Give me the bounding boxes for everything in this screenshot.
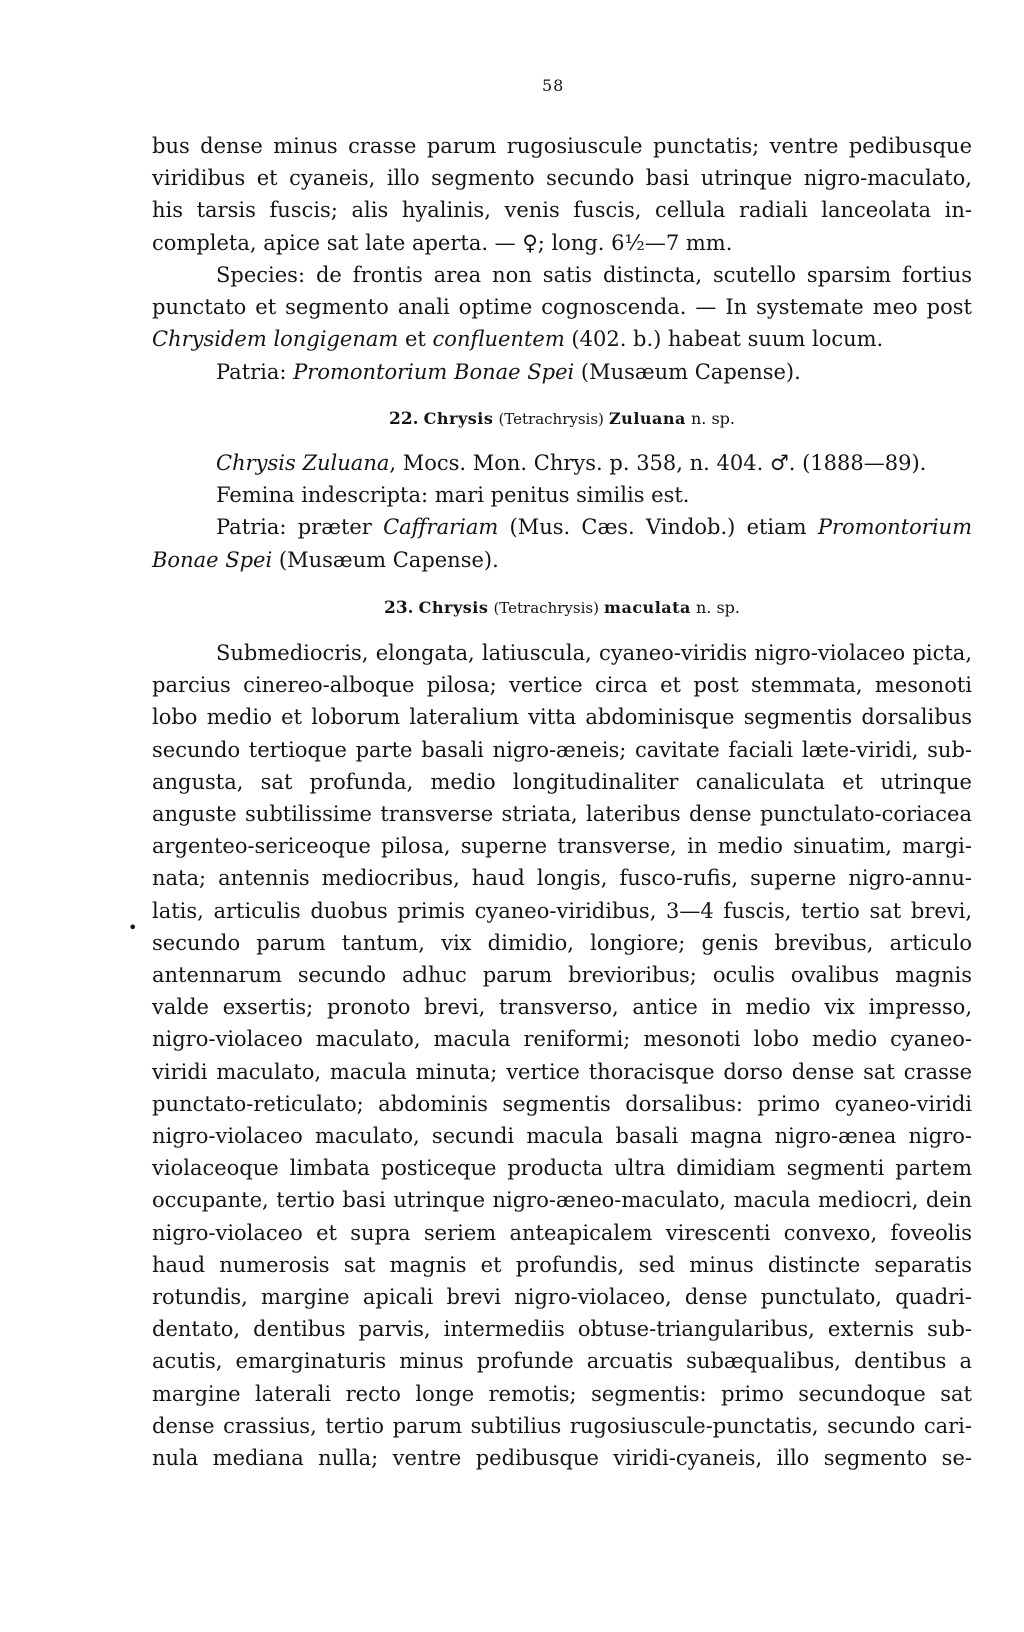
species-note bbox=[152, 259, 972, 356]
locality: Bonae Spei bbox=[152, 547, 273, 572]
species-23-description bbox=[152, 637, 972, 1474]
text-line: nigro-violaceo et supra seriem anteapicalem virescenti convexo, foveolis bbox=[152, 1220, 972, 1245]
text-line: secundo parum tantum, vix dimidio, longiore; genis brevibus, articulo bbox=[152, 930, 972, 955]
taxon-name: Chrysis Zuluana bbox=[216, 451, 390, 475]
text-line: anguste subtilissime transverse striata, lateribus dense punctulato-coriacea bbox=[152, 802, 972, 827]
text-line: nula mediana nulla; ventre pedibusque viridi-cyaneis, illo segmento se- bbox=[152, 1446, 972, 1471]
text-line: nata; antennis mediocribus, haud longis, fusco-rufis, superne nigro-annu- bbox=[152, 866, 972, 891]
text-line: angusta, sat profunda, medio longitudinaliter canaliculata et utrinque bbox=[152, 769, 972, 794]
text-line: Femina indescripta: mari penitus similis est. bbox=[216, 483, 690, 508]
text-line: argenteo-sericeoque pilosa, superne transverse, in medio sinuatim, margi- bbox=[152, 834, 972, 859]
text-line: nigro-violaceo maculato, macula reniformi; mesonoti lobo medio cyaneo- bbox=[152, 1027, 972, 1052]
text-line: viridi maculato, macula minuta; vertice thoracisque dorso dense sat crasse bbox=[152, 1059, 972, 1084]
continuation-paragraph bbox=[152, 130, 972, 259]
citation-line: Chrysis Zuluana, Mocs. Mon. Chrys. p. 358, n. 404. ♂. (1888—89). bbox=[216, 451, 927, 475]
text-line: bus dense minus crasse parum rugosiuscule punctatis; ventre pedibusque bbox=[152, 134, 972, 158]
text-line: Bonae Spei (Musæum Capense). bbox=[152, 547, 499, 572]
locality: Promontorium Bonae Spei bbox=[293, 360, 575, 384]
taxon-name: confluentem bbox=[432, 327, 565, 352]
species-header-23: 23. Chrysis (Tetrachrysis) maculata n. sp. bbox=[384, 598, 740, 618]
text-line: haud numerosis sat magnis et profundis, sed minus distincte separatis bbox=[152, 1252, 972, 1277]
text-line: secundo tertioque parte basali nigro-æneis; cavitate faciali læte-viridi, sub- bbox=[152, 737, 972, 762]
text-line: rotundis, margine apicali brevi nigro-violaceo, dense punctulato, quadri- bbox=[152, 1285, 972, 1310]
text-line: acutis, emarginaturis minus profunde arcuatis subæqualibus, dentibus a bbox=[152, 1349, 972, 1374]
text-line: his tarsis fuscis; alis hyalinis, venis fuscis, cellula radiali lanceolata in- bbox=[152, 198, 972, 223]
text-line: punctato et segmento anali optime cognoscenda. — In systemate meo post bbox=[152, 295, 972, 320]
text-line: nigro-violaceo maculato, secundi macula basali magna nigro-ænea nigro- bbox=[152, 1124, 972, 1149]
text-line: antennarum secundo adhuc parum brevioribus; oculis ovalibus magnis bbox=[152, 963, 972, 988]
text-line: completa, apice sat late aperta. — ♀; long. 6½—7 mm. bbox=[152, 230, 733, 255]
text-line: Species: de frontis area non satis distincta, scutello sparsim fortius bbox=[216, 263, 972, 287]
text-line: Submediocris, elongata, latiuscula, cyaneo-viridis nigro-violaceo picta, bbox=[216, 641, 972, 665]
text-line: Chrysidem longigenam et confluentem (402. b.) habeat suum locum. bbox=[152, 327, 884, 352]
text-line: viridibus et cyaneis, illo segmento secundo basi utrinque nigro-maculato, bbox=[152, 166, 972, 191]
text-line: latis, articulis duobus primis cyaneo-viridibus, 3—4 fuscis, tertio sat brevi, bbox=[152, 898, 972, 923]
locality: Caffrariam bbox=[383, 515, 499, 540]
text-line: punctato-reticulato; abdominis segmentis dorsalibus: primo cyaneo-viridi bbox=[152, 1091, 972, 1116]
text-line: occupante, tertio basi utrinque nigro-æneo-maculato, macula mediocri, dein bbox=[152, 1188, 972, 1213]
species-header-22: 22. Chrysis (Tetrachrysis) Zuluana n. sp. bbox=[388, 409, 735, 429]
text-line: Patria: Promontorium Bonae Spei (Musæum Capense). bbox=[216, 360, 801, 384]
patria-line bbox=[152, 356, 972, 388]
margin-mark: • bbox=[128, 918, 138, 937]
text-line: violaceoque limbata posticeque producta ultra dimidiam segmenti partem bbox=[152, 1156, 972, 1181]
locality: Promontorium bbox=[817, 515, 972, 540]
text-line: lobo medio et loborum lateralium vitta abdominisque segmentis dorsalibus bbox=[152, 705, 972, 730]
page-number: 58 bbox=[542, 76, 565, 95]
text-line: parcius cinereo-alboque pilosa; vertice circa et post stemmata, mesonoti bbox=[152, 673, 972, 698]
species-22-body bbox=[152, 447, 972, 576]
text-line: dense crassius, tertio parum subtilius rugosiuscule-punctatis, secundo cari- bbox=[152, 1413, 972, 1438]
text-line: valde exsertis; pronoto brevi, transverso, antice in medio vix impresso, bbox=[152, 995, 972, 1020]
text-line: margine laterali recto longe remotis; segmentis: primo secundoque sat bbox=[152, 1381, 972, 1406]
text-line: dentato, dentibus parvis, intermediis obtuse-triangularibus, externis sub- bbox=[152, 1317, 972, 1342]
text-line: Patria: præter Caffrariam (Mus. Cæs. Vindob.) etiam Promontorium bbox=[216, 515, 972, 540]
taxon-name: Chrysidem longigenam bbox=[152, 327, 399, 352]
